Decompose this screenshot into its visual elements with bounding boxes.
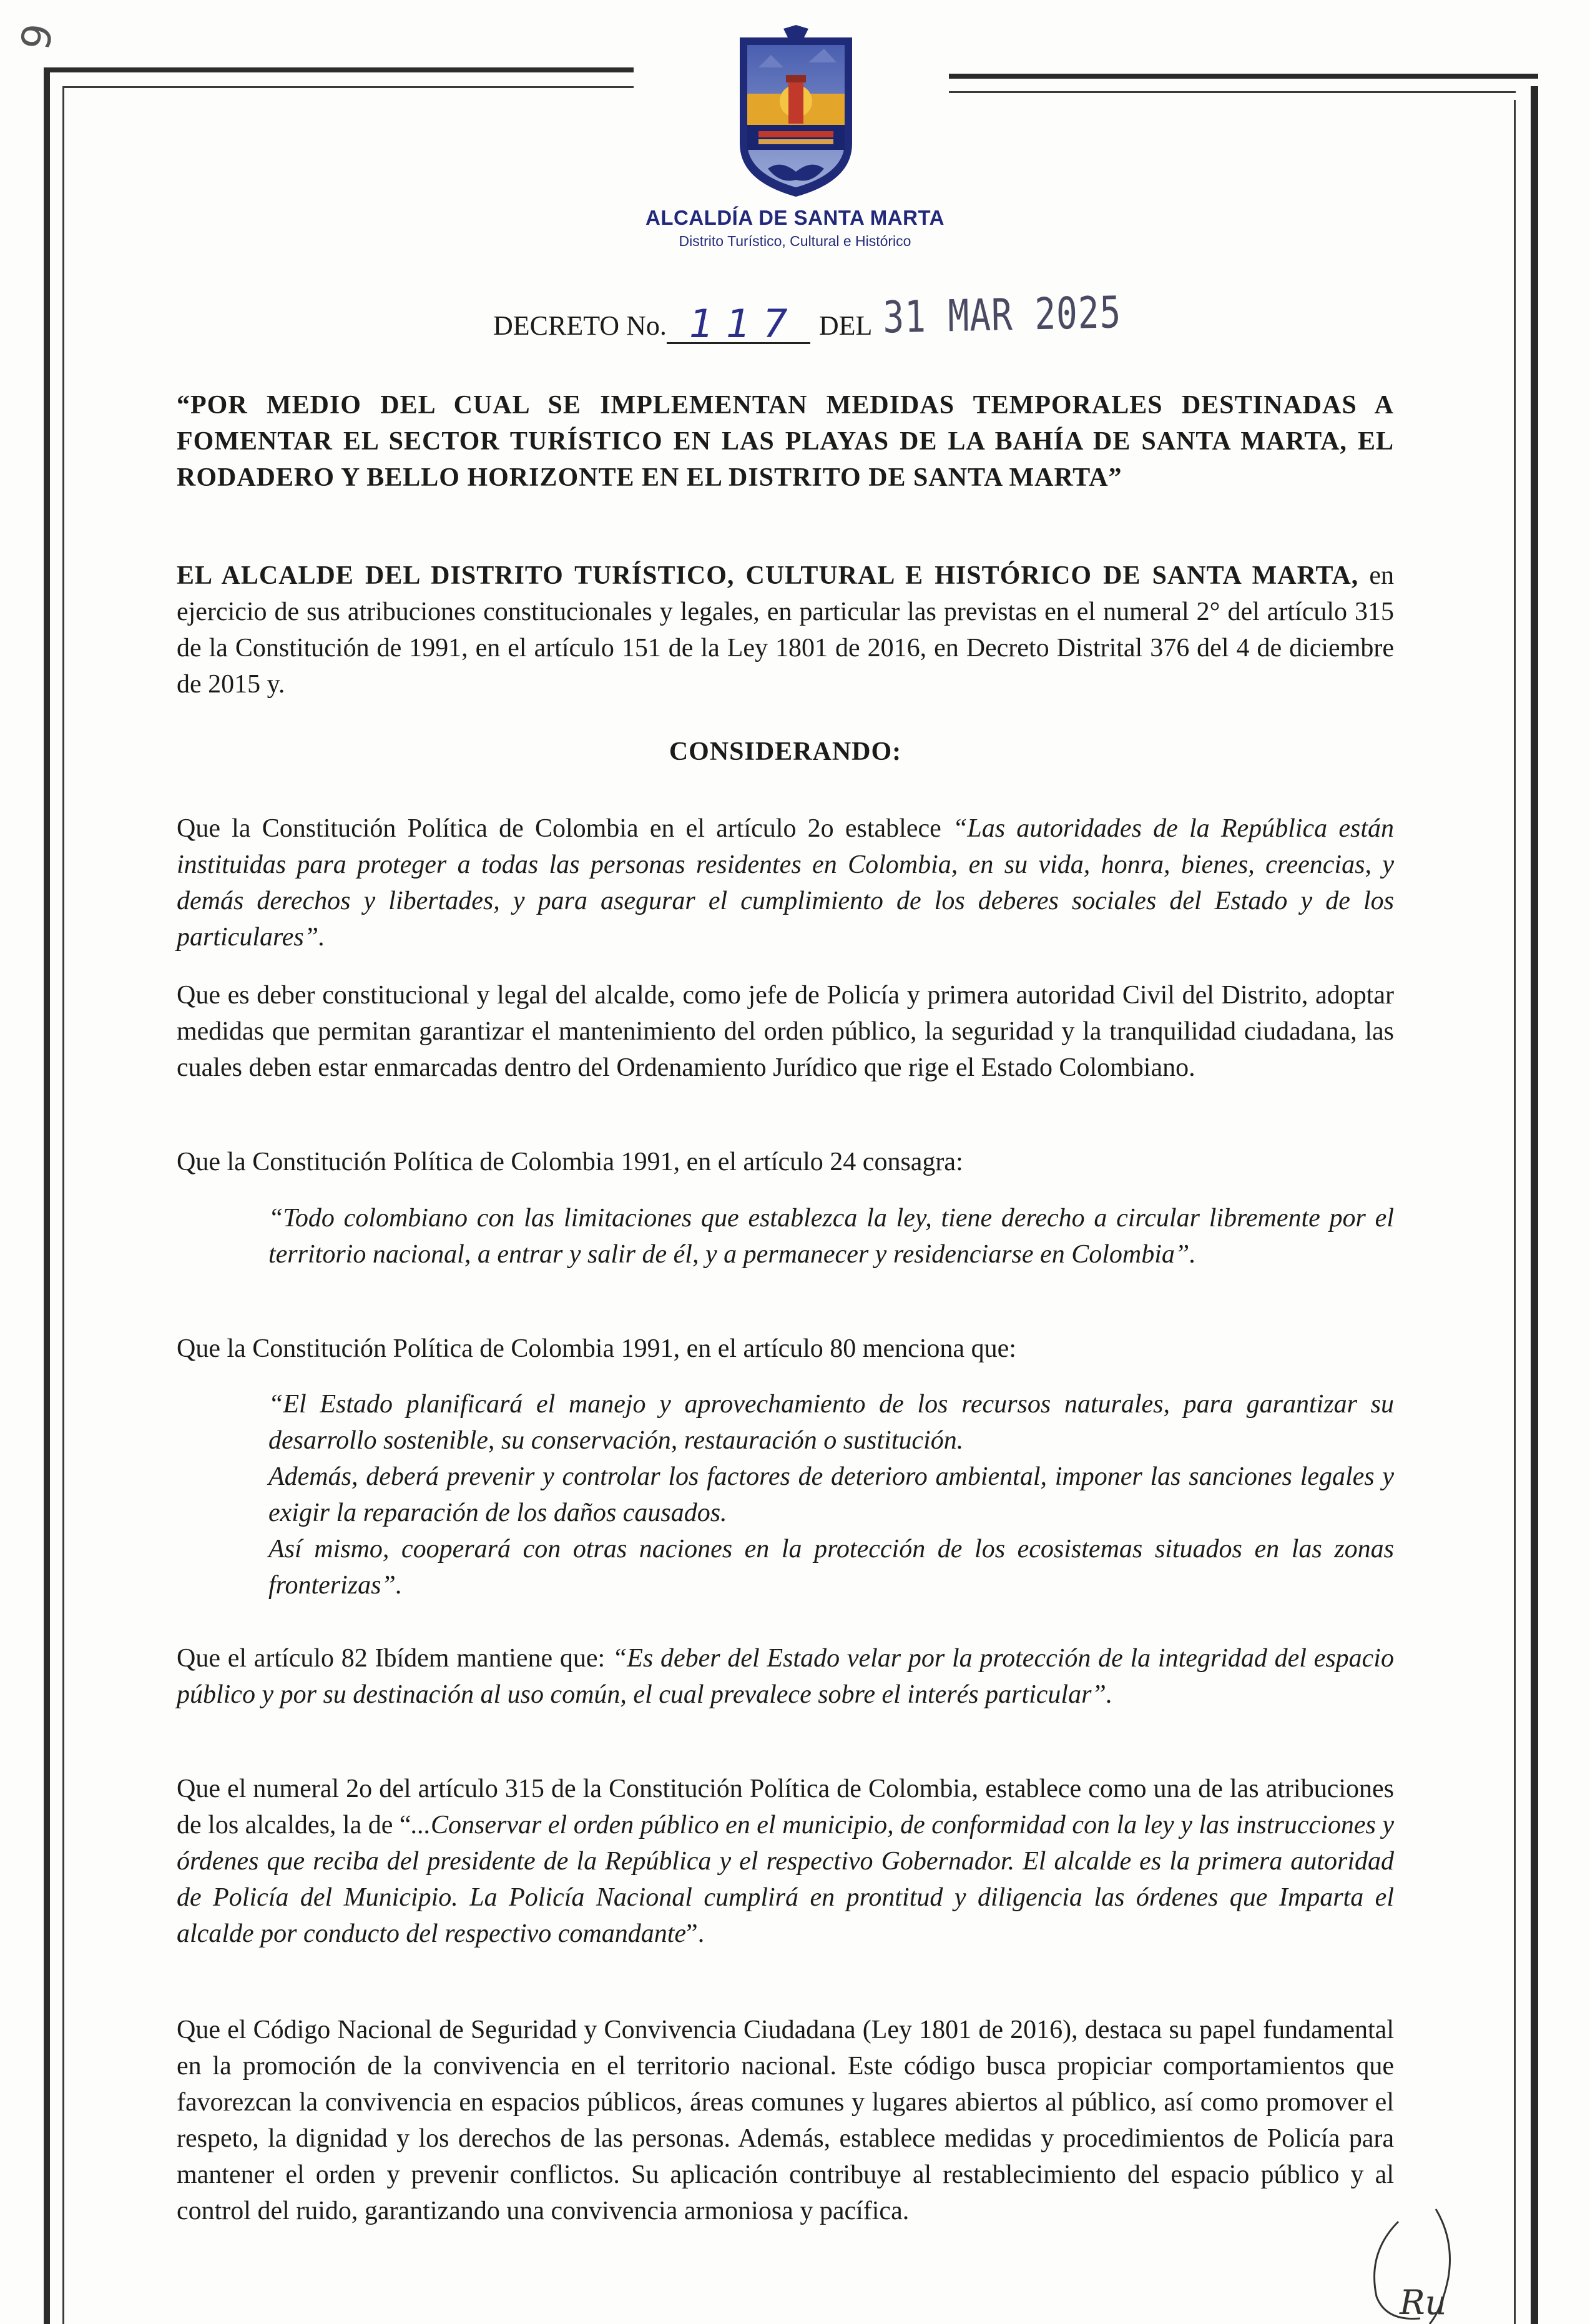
paragraph-1-quote: “Las autoridades de la República están instituidas para proteger a todas las personas residentes en Colombia, en su vida, honra, bienes, creencias, y demás derechos y libertades, y para asegurar el cumplimiento de los deberes sociales del Estado y de los particulares”. xyxy=(177,814,1394,952)
santa-marta-shield-logo xyxy=(734,25,858,206)
decree-number: 1 1 7 xyxy=(667,306,810,344)
preamble-bold: EL ALCALDE DEL DISTRITO TURÍSTICO, CULTURAL E HISTÓRICO DE SANTA MARTA, xyxy=(177,561,1359,590)
organization-name: ALCALDÍA DE SANTA MARTA xyxy=(645,206,945,229)
quote-article-80-line-2: Además, deberá prevenir y controlar los factores de deterioro ambiental, imponer las sanciones legales y exigir la reparación de los daños causados. xyxy=(268,1462,1394,1527)
paragraph-7: Que el Código Nacional de Seguridad y Convivencia Ciudadana (Ley 1801 de 2016), destaca su papel fundamental en la promoción de la convivencia en el territorio nacional. Este código busca propiciar comportamientos que favorezcan la convivencia en espacios públicos, áreas comunes y lugares abiertos al público, así como promover el respeto, la dignidad y los derechos de las personas. Además, establece medidas y procedimientos de Policía para mantener el orden y prevenir conflictos. Su aplicación contribuye al restablecimiento del espacio público y al control del ruido, garantizando una convivencia armoniosa y pacífica. xyxy=(177,2016,1394,2225)
frame-border-top-left-inner xyxy=(62,86,634,88)
frame-border-right-inner xyxy=(1514,100,1516,2324)
organization-subtitle: Distrito Turístico, Cultural e Histórico xyxy=(679,233,911,249)
paragraph-5-text: Que el artículo 82 Ibídem mantiene que: xyxy=(177,1644,612,1673)
preamble-text: en ejercicio de sus atribuciones constitucionales y legales, en particular las previstas en el numeral 2° del artículo 315 de la Constitución de 1991, en el artículo 151 de la Ley 1801 de 2016, en Decreto Distrital 376 del 4 de diciembre de 2015 y. xyxy=(177,561,1394,699)
quote-article-80 xyxy=(268,1386,1394,1603)
quote-article-80-line-1: “El Estado planificará el manejo y aprovechamiento de los recursos naturales, para garantizar su desarrollo sostenible, su conservación, restauración o sustitución. xyxy=(268,1390,1394,1455)
paragraph-3: Que la Constitución Política de Colombia 1991, en el artículo 24 consagra: xyxy=(177,1148,963,1176)
frame-border-top-right-inner xyxy=(949,91,1516,93)
date-stamp: 31 MAR 2025 xyxy=(883,287,1122,343)
handwritten-initials xyxy=(1361,2203,1480,2324)
decree-number-line xyxy=(493,287,1122,347)
paragraph-1 xyxy=(177,810,1394,955)
decree-del-label: DEL xyxy=(818,310,873,341)
frame-border-top-right xyxy=(949,74,1538,79)
considerando-heading: CONSIDERANDO: xyxy=(669,737,902,766)
quote-article-24: “Todo colombiano con las limitaciones que establezca la ley, tiene derecho a circular libremente por el territorio nacional, a entrar y salir de él, y a permanecer y residenciarse en Colombia”. xyxy=(268,1204,1394,1269)
initials-text: Ru xyxy=(1400,2283,1447,2322)
frame-border-left-inner xyxy=(62,86,64,2324)
decree-label: DECRETO No. xyxy=(493,310,667,341)
paragraph-5 xyxy=(177,1640,1394,1713)
paragraph-6-end: ”. xyxy=(686,1919,705,1948)
paragraph-6 xyxy=(177,1771,1394,1952)
frame-border-right xyxy=(1531,86,1538,2324)
paragraph-6-quote: ...Conservar el orden público en el municipio, de conformidad con la ley y las instrucciones y órdenes que reciba del presidente de la República y el respectivo Gobernador. El alcalde es la primera autoridad de Policía del Municipio. La Policía Nacional cumplirá en prontitud y diligencia las órdenes que Imparta el alcalde por conducto del respectivo comandante xyxy=(177,1811,1394,1948)
decree-title: “POR MEDIO DEL CUAL SE IMPLEMENTAN MEDIDAS TEMPORALES DESTINADAS A FOMENTAR EL SECTOR TURÍSTICO EN LAS PLAYAS DE LA BAHÍA DE SANTA MARTA, EL RODADERO Y BELLO HORIZONTE EN EL DISTRITO DE SANTA MARTA” xyxy=(177,391,1394,492)
frame-border-top-left xyxy=(44,67,634,72)
handwritten-page-mark: 9 xyxy=(12,20,63,54)
quote-article-80-line-3: Así mismo, cooperará con otras naciones en la protección de los ecosistemas situados en las zonas fronterizas”. xyxy=(268,1535,1394,1600)
frame-border-left xyxy=(44,67,50,2324)
paragraph-5-quote: “Es deber del Estado velar por la protección de la integridad del espacio público y por su destinación al uso común, el cual prevalece sobre el interés particular”. xyxy=(177,1644,1394,1709)
paragraph-6-text: Que el numeral 2o del artículo 315 de la Constitución Política de Colombia, establece como una de las atribuciones de los alcaldes, la de “ xyxy=(177,1775,1394,1839)
paragraph-1-text: Que la Constitución Política de Colombia en el artículo 2o establece xyxy=(177,814,953,843)
preamble xyxy=(177,558,1394,702)
paragraph-4: Que la Constitución Política de Colombia 1991, en el artículo 80 menciona que: xyxy=(177,1334,1016,1363)
paragraph-2: Que es deber constitucional y legal del alcalde, como jefe de Policía y primera autoridad Civil del Distrito, adoptar medidas que permitan garantizar el mantenimiento del orden público, la seguridad y la tranquilidad ciudadana, las cuales deben estar enmarcadas dentro del Ordenamiento Jurídico que rige el Estado Colombiano. xyxy=(177,981,1394,1082)
